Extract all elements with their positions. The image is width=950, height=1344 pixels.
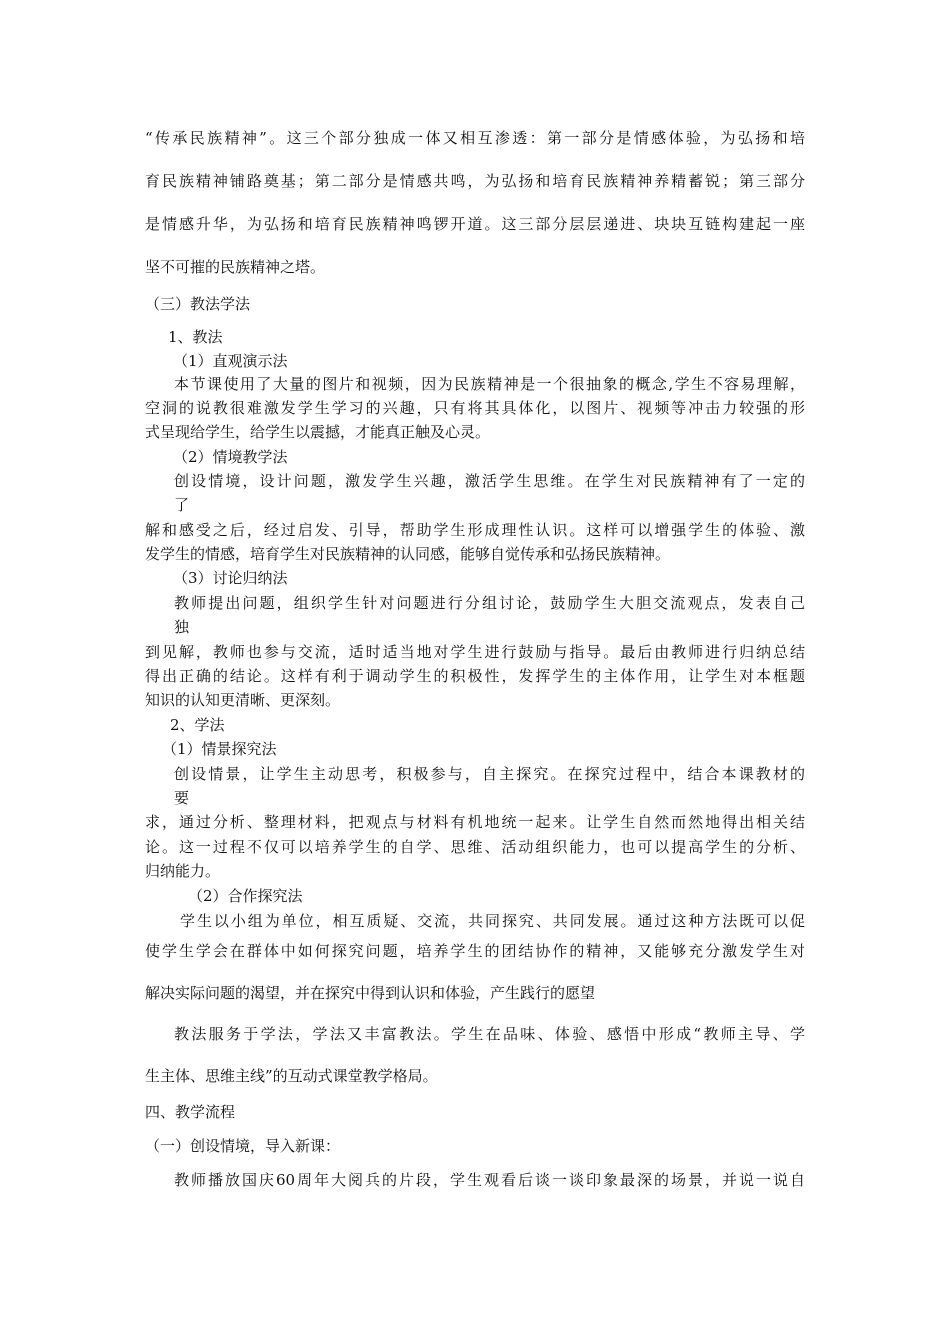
paragraph-line: 论。这一过程不仅可以培养学生的自学、思维、活动组织能力，也可以提高学生的分析、 bbox=[145, 838, 805, 856]
paragraph-line: 式呈现给学生，给学生以震撼，才能真正触及心灵。 bbox=[145, 423, 491, 441]
subheading-learning-methods: 2、学法 bbox=[170, 716, 225, 734]
intro-line: 坚不可摧的民族精神之塔。 bbox=[145, 258, 326, 276]
paragraph-line: 空洞的说教很难激发学生学习的兴趣，只有将其具体化，以图片、视频等冲击力较强的形 bbox=[145, 399, 805, 417]
paragraph-line: 了 bbox=[174, 496, 190, 514]
paragraph-line: 解决实际问题的渴望，并在探究中得到认识和体验，产生践行的愿望 bbox=[145, 984, 596, 1002]
method-title: （3）讨论归纳法 bbox=[173, 569, 288, 587]
subsection-heading: （一）创设情境，导入新课： bbox=[145, 1137, 341, 1155]
paragraph-line: 教师提出问题，组织学生针对问题进行分组讨论，鼓励学生大胆交流观点，发表自己 bbox=[174, 594, 805, 612]
section-heading-methods: （三）教法学法 bbox=[145, 295, 251, 313]
paragraph-line: 到见解，教师也参与交流，适时适当地对学生进行鼓励与指导。最后由教师进行归纳总结 bbox=[145, 643, 805, 661]
paragraph-line: 学生以小组为单位，相互质疑、交流，共同探究、共同发展。通过这种方法既可以促 bbox=[180, 912, 805, 930]
paragraph-line: 求，通过分析、整理材料，把观点与材料有机地统一起来。让学生自然而然地得出相关结 bbox=[145, 813, 805, 831]
intro-line: 是情感升华，为弘扬和培育民族精神鸣锣开道。这三部分层层递进、块块互链构建起一座 bbox=[145, 215, 805, 233]
paragraph-line: 发学生的情感，培育学生对民族精神的认同感，能够自觉传承和弘扬民族精神。 bbox=[145, 545, 671, 563]
paragraph-line: 解和感受之后，经过启发、引导，帮助学生形成理性认识。这样可以增强学生的体验、激 bbox=[145, 521, 805, 539]
paragraph-line: 本节课使用了大量的图片和视频，因为民族精神是一个很抽象的概念,学生不容易理解， bbox=[174, 375, 805, 393]
method-title: （2）情境教学法 bbox=[173, 448, 288, 466]
summary-line: 生主体、思维主线”的互动式课堂教学格局。 bbox=[145, 1067, 438, 1085]
method-title: （1）直观演示法 bbox=[173, 352, 288, 370]
paragraph-line: 得出正确的结论。这样有利于调动学生的积极性，发挥学生的主体作用，让学生对本框题 bbox=[145, 667, 805, 685]
subheading-teaching-methods: 1、教法 bbox=[168, 328, 223, 346]
paragraph-line: 创设情景，让学生主动思考，积极参与，自主探究。在探究过程中，结合本课教材的 bbox=[174, 765, 805, 783]
paragraph-line: 要 bbox=[174, 789, 190, 807]
section-heading-flow: 四、教学流程 bbox=[145, 1103, 236, 1121]
paragraph-line: 使学生学会在群体中如何探究问题，培养学生的团结协作的精神，又能够充分激发学生对 bbox=[145, 942, 805, 960]
paragraph-line: 知识的认知更清晰、更深刻。 bbox=[145, 691, 341, 709]
method-title: （1）情景探究法 bbox=[162, 740, 277, 758]
summary-line: 教法服务于学法，学法又丰富教法。学生在品味、体验、感悟中形成“教师主导、学 bbox=[174, 1025, 805, 1043]
paragraph-line: 独 bbox=[174, 618, 190, 636]
paragraph-line: 教师播放国庆60周年大阅兵的片段，学生观看后谈一谈印象最深的场景，并说一说自 bbox=[174, 1171, 805, 1189]
intro-line: “传承民族精神”。这三个部分独成一体又相互渗透：第一部分是情感体验，为弘扬和培 bbox=[145, 129, 805, 147]
method-title: （2）合作探究法 bbox=[188, 887, 303, 905]
intro-line: 育民族精神铺路奠基；第二部分是情感共鸣，为弘扬和培育民族精神养精蓄锐；第三部分 bbox=[145, 172, 805, 190]
paragraph-line: 归纳能力。 bbox=[145, 862, 221, 880]
paragraph-line: 创设情境，设计问题，激发学生兴趣，激活学生思维。在学生对民族精神有了一定的 bbox=[174, 472, 805, 490]
